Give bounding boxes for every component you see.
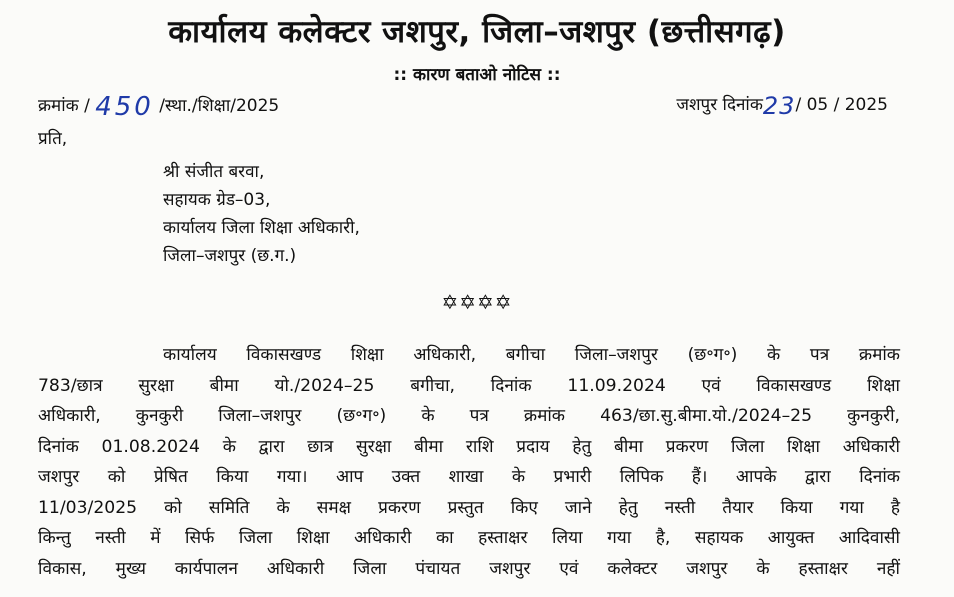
- star-separator: ✡✡✡✡: [441, 290, 513, 314]
- address-line: श्री संजीत बरवा,: [163, 162, 265, 182]
- body-line: 783/छात्र सुरक्षा बीमा यो./2024–25 बगीचा, दिनांक 11.09.2024 एवं विकासखण्ड शिक्षा: [38, 375, 900, 396]
- body-line: 11/03/2025 को समिति के समक्ष प्रकरण प्रस्तुत किए जाने हेतु नस्ती तैयार किया गया है: [38, 497, 900, 518]
- reference-number: [38, 92, 279, 122]
- handwritten-number: 450: [95, 92, 154, 122]
- addressee-label: प्रति,: [38, 129, 68, 149]
- date-label: जशपुर दिनांक: [676, 95, 763, 115]
- body-line: किन्तु नस्ती में सिर्फ जिला शिक्षा अधिकारी का हस्ताक्षर लिया गया है, सहायक आयुक्त आदिवासी: [38, 528, 900, 548]
- recipient-address: [163, 158, 360, 270]
- notice-subtitle: :: कारण बताओ नोटिस ::: [393, 65, 561, 85]
- handwritten-day: 23: [762, 92, 796, 120]
- body-line: विकास, मुख्य कार्यपालन अधिकारी जिला पंचायत जशपुर एवं कलेक्टर जशपुर के हस्ताक्षर नहीं: [38, 558, 900, 579]
- reference-prefix: क्रमांक /: [38, 96, 90, 116]
- date-month-year: / 05 / 2025: [795, 95, 888, 115]
- body-line: जशपुर को प्रेषित किया गया। आप उक्त शाखा के प्रभारी लिपिक हैं। आपके द्वारा दिनांक: [38, 467, 900, 487]
- address-line: जिला–जशपुर (छ.ग.): [163, 246, 297, 266]
- reference-line: [38, 92, 888, 122]
- address-line: सहायक ग्रेड–03,: [163, 190, 271, 210]
- reference-suffix: /स्था./शिक्षा/2025: [159, 96, 280, 116]
- notice-body: [38, 340, 900, 584]
- reference-date: [676, 92, 888, 120]
- office-title: कार्यालय कलेक्टर जशपुर, जिला–जशपुर (छत्तीसगढ़): [168, 14, 786, 50]
- body-line: अधिकारी, कुनकुरी जिला–जशपुर (छ॰ग॰) के पत्र क्रमांक 463/छा.सु.बीमा.यो./2024–25 कुनकुरी,: [38, 406, 900, 426]
- body-line: दिनांक 01.08.2024 के द्वारा छात्र सुरक्षा बीमा राशि प्रदाय हेतु बीमा प्रकरण जिला शिक्षा अधिकारी: [38, 436, 900, 457]
- address-line: कार्यालय जिला शिक्षा अधिकारी,: [163, 218, 360, 238]
- body-line: कार्यालय विकासखण्ड शिक्षा अधिकारी, बगीचा जिला–जशपुर (छ॰ग॰) के पत्र क्रमांक: [163, 345, 900, 365]
